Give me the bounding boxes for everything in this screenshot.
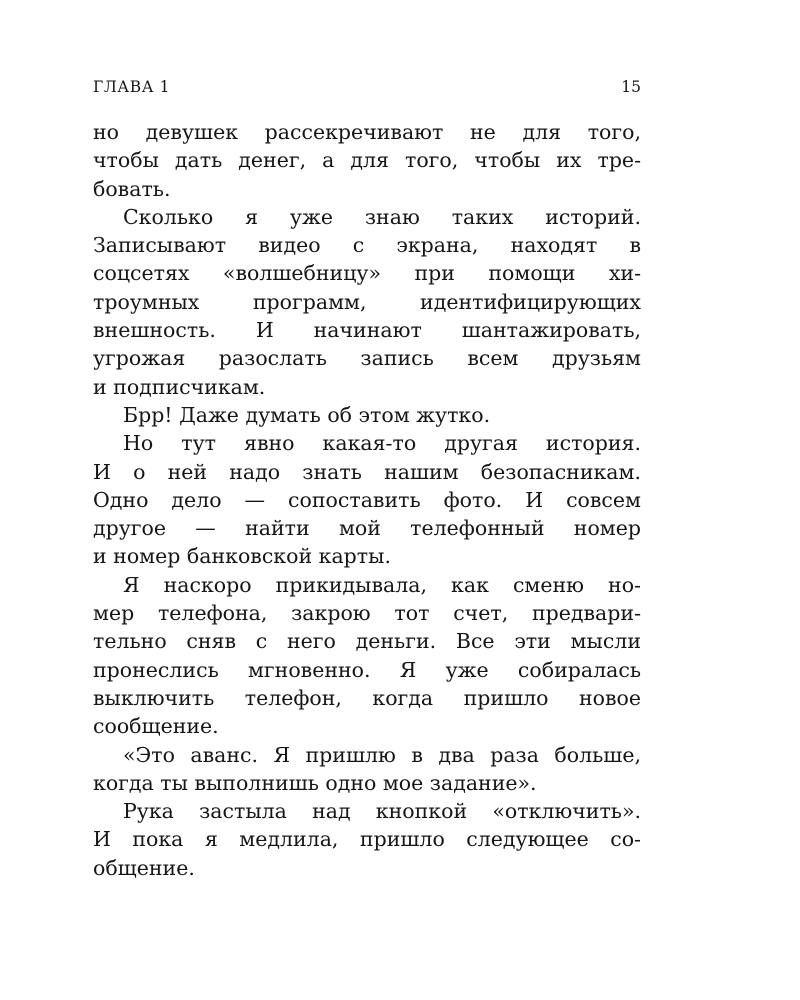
text-line: угрожая разослать запись всем друзьям	[93, 346, 641, 371]
text-line: и номер банковской карты.	[93, 544, 391, 569]
text-line: Одно дело — сопоставить фото. И совсем	[93, 487, 641, 512]
text-line: троумных программ, идентифицирующих	[93, 289, 641, 314]
page-number: 15	[621, 78, 641, 96]
text-line: чтобы дать денег, а для того, чтобы их тре-	[93, 148, 641, 173]
text-line: но девушек рассекречивают не для того,	[93, 120, 641, 144]
text-line: «Это аванс. Я пришлю в два раза больше,	[123, 742, 641, 767]
text-line: общение.	[93, 855, 195, 880]
body-text	[93, 118, 641, 882]
text-line: Брр! Даже думать об этом жутко.	[123, 402, 491, 427]
text-line: внешность. И начинают шантажировать,	[93, 318, 641, 343]
text-line: бовать.	[93, 176, 171, 201]
text-line: И о ней надо знать нашим безопасникам.	[93, 459, 641, 484]
text-line: тельно сняв с него деньги. Все эти мысли	[93, 629, 641, 654]
text-line: Записывают видео с экрана, находят в	[93, 233, 641, 258]
text-line: Я наскоро прикидывала, как сменю но-	[123, 572, 641, 597]
text-line: соцсетях «волшебницу» при помощи хи-	[93, 261, 641, 286]
text-line: Сколько я уже знаю таких историй.	[123, 204, 641, 229]
text-line: сообщение.	[93, 714, 219, 739]
text-line: пронеслись мгновенно. Я уже собиралась	[93, 657, 641, 682]
text-line: Рука застыла над кнопкой «отключить».	[123, 799, 641, 824]
text-line: И пока я медлила, пришло следующее со-	[93, 827, 641, 852]
chapter-title: ГЛАВА 1	[93, 78, 171, 96]
running-head	[93, 78, 641, 100]
text-line: когда ты выполнишь одно мое задание».	[93, 770, 537, 795]
text-line: другое — найти мой телефонный номер	[93, 516, 641, 541]
text-line: мер телефона, закрою тот счет, предвари-	[93, 601, 641, 626]
text-line: Но тут явно какая-то другая история.	[123, 431, 641, 456]
text-line: выключить телефон, когда пришло новое	[93, 685, 641, 710]
text-line: и подписчикам.	[93, 374, 266, 399]
